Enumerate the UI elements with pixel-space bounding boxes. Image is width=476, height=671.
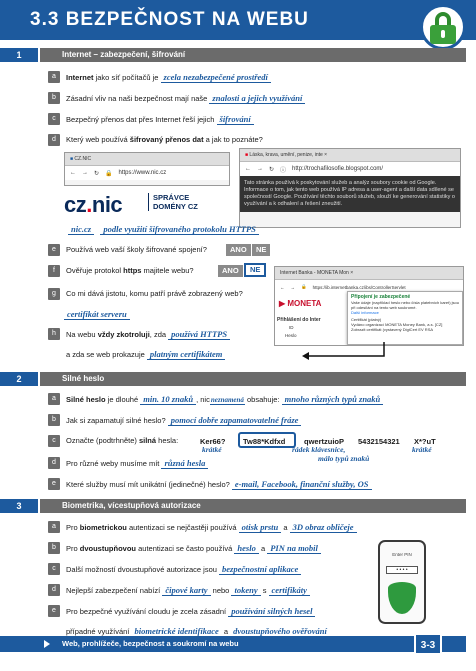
question-1b [48,91,468,105]
certificate-status: Certifikát (platný) [351,317,382,322]
question-text: , zda [149,330,167,339]
answer-text: heslo [234,543,258,554]
answer-text: zcela nezabezpečené prostředí [161,72,271,83]
question-text: Další možností dvoustupňové autorizace jsou [66,565,217,574]
question-1c [48,112,468,126]
browser-screenshot-nic [64,152,230,186]
question-letter: a [48,71,60,83]
info-icon: ⓘ [280,167,287,174]
question-letter: f [48,265,60,277]
browser-tab: Internet Banka - MONETA Mon × [275,267,463,280]
question-text: je dlouhé [105,395,139,404]
password-option: X*?uT [414,437,436,446]
answer-text: čipové karty [162,585,210,596]
section-title: Biometrika, vícestupňová autorizace [40,499,466,513]
question-text-bold: Silné heslo [66,395,106,404]
no-option-selected[interactable]: NE [244,263,266,277]
question-letter: b [48,542,60,554]
answer-text: certifikáty [269,585,310,596]
section-3-header [0,499,466,513]
page-title: 3.3 BEZPEČNOST NA WEBU [30,9,309,30]
answer-text: znalosti a jejich využívání [209,93,305,104]
question-letter: c [48,113,60,125]
question-text-bold: Internet [66,73,94,82]
section-number: 2 [0,372,38,386]
section-number: 3 [0,499,38,513]
login-id-label: ID [289,325,294,330]
popup-title: Připojení je zabezpečené [351,294,411,300]
url-text: https://ib.internetbanka.cz/ibs/ControllerServlet [312,284,406,290]
section-title: Silné heslo [40,372,466,386]
tab-title: Láska, krava, umění, penize, inte [249,152,323,158]
arrow-pointer [300,340,390,362]
question-text: Na webu [66,330,98,339]
password-option: Ker66? [200,437,226,446]
footer-text: Web, prohlížeče, bezpečnost a soukromí na webu [62,639,239,648]
url-text: https://www.nic.cz [118,170,167,176]
cznic-logo: cz.nic SPRÁVCE DOMÉNY CZ [64,192,198,217]
answer-text: 3D obraz obličeje [290,522,357,533]
question-letter: e [48,605,60,617]
answer-text: platným certifikátem [147,349,225,360]
shield-icon [388,582,416,614]
address-bar: ← → 🔒 https://ib.internetbanka.cz/ibs/ControllerServlet [275,280,463,294]
question-text-bold: šifrovaný přenos dat [129,135,204,144]
question-text-bold: https [123,266,142,275]
question-text: autentizaci se nejčastěji používá [126,523,237,532]
answer-text: pomocí dobře zapamatovatelné fráze [168,415,302,426]
password-option-strong: Tw88*Kdfxd [243,437,286,446]
question-letter: b [48,414,60,426]
answer-text: bezpečnostní aplikace [219,564,301,575]
question-text: hesla: [156,436,179,445]
question-text: , nic [196,395,210,404]
login-password-label: Heslo [285,333,297,338]
logo-part: cz [64,192,87,217]
question-2d [48,456,468,470]
question-2e [48,477,468,491]
certificate-issuer: Vydáno organizací MONETA Money Bank, a.s. [CZ] [351,322,443,327]
question-text: Co mi dává jistotu, komu patří právě zobrazený web? [66,289,243,298]
question-letter: d [48,134,60,146]
question-text: autentizaci se často používá [136,544,233,553]
question-letter: a [48,521,60,533]
browser-screenshot-blog [239,148,461,228]
question-text-bold: silná [138,436,157,445]
question-text: Pro [66,523,80,532]
answer-text: používání silných hesel [228,606,315,617]
question-text: jako síť počítačů je [93,73,159,82]
section-1-header [0,48,466,62]
question-text: a [223,627,229,636]
answer-text: e-mail, Facebook, finanční služby, OS [232,479,372,490]
answer-text: tokeny [231,585,260,596]
question-letter: c [48,563,60,575]
address-bar: ← → ↻ ⓘ http://trochafilosofie.blogspot.com/ [240,162,460,176]
answer-text: biometrické identifikace [131,626,221,637]
password-note: málo typů znaků [318,454,370,463]
question-text: a [283,523,288,532]
answer-text: šifrování [217,114,254,125]
cookie-banner: Tato stránka používá k poskytování služeb a analýz soubory cookie od Google. Informace o tom, jak tento web používá IP adresa a user-agent a další data sdílené se společností Google. Používání těchto souborů služeb, slouží ke generování statistiky o využívání a k odhalení a řešení zneužití. [240,176,460,212]
question-1h-continued [48,347,468,361]
no-option[interactable]: NE [252,244,270,256]
question-2a [48,392,468,406]
question-text: Ověřuje protokol [66,266,124,275]
question-text-bold: vždy zkotroluji [97,330,150,339]
section-title: Internet – zabezpečení, šifrování [40,48,466,62]
question-text: obsahuje: [244,395,280,404]
question-letter: e [48,244,60,256]
page-footer [0,636,466,652]
answer-1d [48,222,468,236]
phone-shield-illustration [378,540,426,624]
question-text: Které služby musí mít unikátní (jedinečné) heslo? [66,480,230,489]
question-text: a [260,544,266,553]
triangle-icon [44,640,50,648]
brand-name: MONETA [287,299,322,308]
answer-text: používá HTTPS [168,329,230,340]
question-text: Který web používá [66,135,130,144]
phone-title: Enter PIN [392,552,412,557]
logo-part: nic [91,192,123,217]
lock-icon: 🔒 [301,284,307,289]
question-text: Pro bezpečné využívání cloudu je zcela zásadní [66,607,227,616]
phone-pin-field: • • • • [386,566,418,574]
logo-subtitle: DOMÉNY CZ [153,202,198,211]
password-option: 5432154321 [358,437,400,446]
question-text: Nejlepší zabezpečení nabízí [66,586,161,595]
question-letter: b [48,92,60,104]
address-bar: ← → ↻ 🔒 https://www.nic.cz [65,166,229,180]
logo-subtitle: SPRÁVCE [153,193,190,202]
question-text: případné využívání [66,627,130,636]
answer-text: podle využití šifrovaného protokolu HTTPS [100,224,259,235]
question-text: nebo [212,586,230,595]
question-text: majitele webu? [141,266,194,275]
url-text: http://trochafilosofie.blogspot.com/ [292,166,384,172]
answer-text: nic.cz [68,224,94,235]
question-letter: a [48,393,60,405]
question-letter: e [48,478,60,490]
page-number: 3-3 [414,633,442,655]
question-letter: h [48,328,60,340]
certificate-link[interactable]: Zobrazit certifikát (vystavený DigiCert EV RSA [351,327,434,332]
answer-text: mnoho různých typů znaků [282,394,384,405]
question-letter: g [48,288,60,300]
question-text: Zásadní vliv na naši bezpečnost mají naše [66,94,208,103]
question-text: Bezpečný přenos dat přes Internet řeší jejich [66,115,215,124]
padlock-icon [420,4,466,50]
browser-screenshot-bank [274,266,464,346]
password-option: qwertzuioP [304,437,345,446]
section-number: 1 [0,48,38,62]
question-text: Používá web vaší školy šifrované spojení? [66,245,207,254]
answer-text: dvoustupňového ověřování [230,626,330,637]
question-letter: d [48,584,60,596]
tab-title: Internet Banka - MONETA Mon [280,270,349,276]
question-text: a zda se web prokazuje [66,350,145,359]
answer-text: PIN na mobil [267,543,321,554]
answer-text: různá hesla [161,458,208,469]
question-text: Pro různé weby musíme mít [66,459,160,468]
yes-option[interactable]: ANO [218,265,243,277]
browser-tab: ■ CZ.NIC [65,153,229,166]
password-note: krátké [412,445,432,454]
question-3a [48,520,468,534]
answer-text: neznamená [210,396,244,404]
yes-option[interactable]: ANO [226,244,251,256]
login-heading: Přihlášení do Inter [277,317,321,323]
answer-text: min. 10 znaků [140,394,196,405]
lock-icon: 🔒 [105,170,113,177]
tab-title: CZ.NIC [74,156,92,162]
question-letter: c [48,435,60,447]
popup-text: Vaše údaje (například heslo nebo čísla platebních karet) jsou při odesílání na tento web soukromé. [351,300,459,310]
question-text: Pro [66,544,80,553]
question-1d [48,133,468,147]
question-text: Označte (podtrhněte) [66,436,139,445]
answer-text: otisk prstu [239,522,282,533]
password-note: krátké [202,445,222,454]
question-text: a jak to poznáte? [203,135,263,144]
browser-tab: ■ Láska, krava, umění, penize, inte × [240,149,460,162]
question-2b [48,413,468,427]
page-header [0,0,476,40]
question-1a [48,70,468,84]
question-text-bold: dvoustupňovou [79,544,137,553]
answer-text: certifikát serveru [64,309,130,320]
section-2-header [0,372,466,386]
question-letter: d [48,457,60,469]
popup-link[interactable]: Další informace [351,310,379,315]
security-popup [347,291,463,345]
question-text: Jak si zapamatují silné heslo? [66,416,166,425]
password-note: řádek klávesnice, [292,445,346,454]
question-text-bold: biometrickou [79,523,127,532]
moneta-logo: ▶ MONETA [279,299,322,308]
question-text: s [262,586,267,595]
